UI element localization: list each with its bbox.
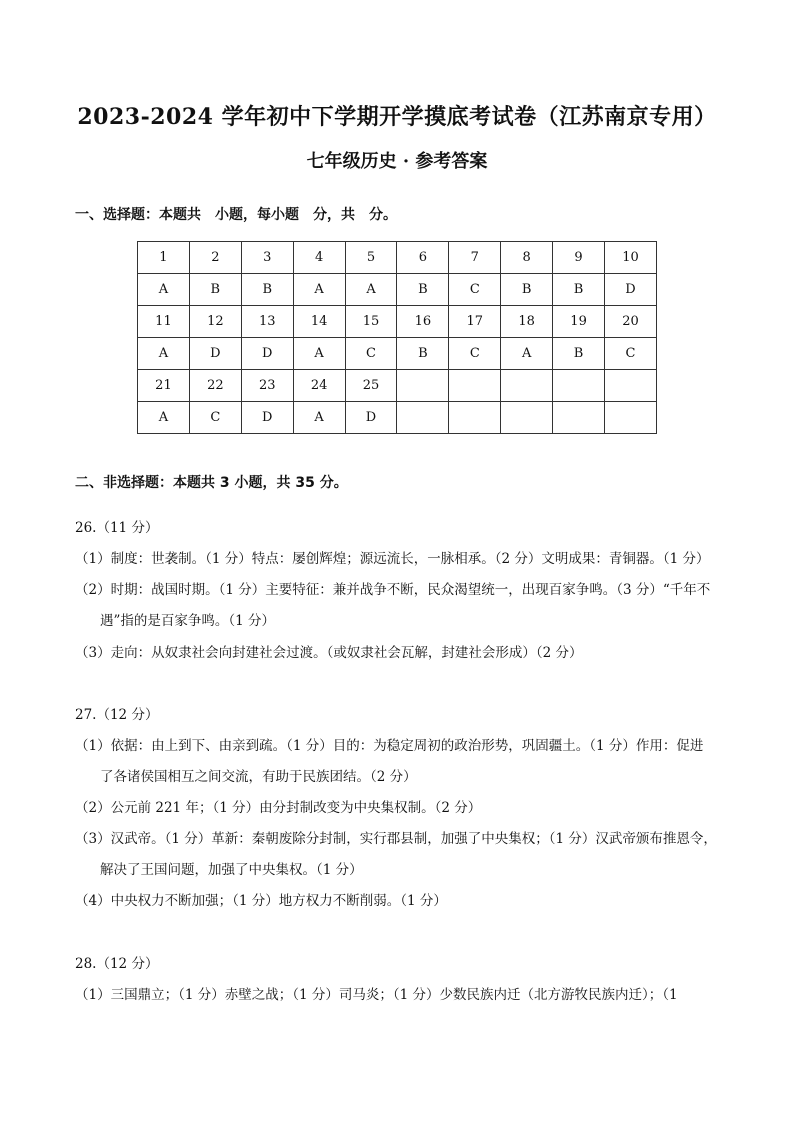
section-heading-choice: 一、选择题：本题共 小题，每小题 分，共 分。 [75, 207, 397, 223]
question-number-cell: 24 [293, 370, 345, 402]
answer-cell: A [138, 402, 190, 434]
question-number-cell: 13 [241, 306, 293, 338]
question-number-cell: 2 [189, 242, 241, 274]
answer-cell: B [553, 338, 605, 370]
page-title: 2023-2024 学年初中下学期开学摸底考试卷（江苏南京专用） [77, 104, 717, 130]
answer-row [138, 402, 657, 434]
answer-cell: C [449, 274, 501, 306]
page-subtitle: 七年级历史 · 参考答案 [306, 151, 488, 172]
question-number-row [138, 306, 657, 338]
question-number-cell: 14 [293, 306, 345, 338]
question-number-cell: 25 [345, 370, 397, 402]
answer-cell: C [605, 338, 657, 370]
answer-cell: C [449, 338, 501, 370]
question-number-cell [501, 370, 553, 402]
question-number-cell: 10 [605, 242, 657, 274]
answer-cell: A [293, 402, 345, 434]
answer-cell: A [293, 274, 345, 306]
answer-cell: B [241, 274, 293, 306]
question-number-cell: 15 [345, 306, 397, 338]
answer-cell [501, 402, 553, 434]
question-number-cell [397, 370, 449, 402]
question-28-line: （1）三国鼎立；（1 分）赤壁之战；（1 分）司马炎；（1 分）少数民族内迁（北方游牧民族内迁）；（1 [75, 987, 678, 1003]
question-number-row [138, 370, 657, 402]
question-27-line: （1）依据：由上到下、由亲到疏。（1 分）目的：为稳定周初的政治形势，巩固疆土。（1 分）作用：促进 [75, 738, 704, 754]
question-28-heading: 28.（12 分） [75, 956, 159, 972]
answer-cell: D [345, 402, 397, 434]
question-number-row [138, 242, 657, 274]
question-number-cell: 5 [345, 242, 397, 274]
question-number-cell [449, 370, 501, 402]
question-number-cell: 16 [397, 306, 449, 338]
question-number-cell: 9 [553, 242, 605, 274]
answer-cell: B [189, 274, 241, 306]
question-26-heading: 26.（11 分） [75, 520, 159, 536]
question-27-line: （4）中央权力不断加强；（1 分）地方权力不断削弱。（1 分） [75, 893, 447, 909]
answer-cell [449, 402, 501, 434]
question-number-cell: 23 [241, 370, 293, 402]
answer-cell: D [241, 402, 293, 434]
answer-cell: A [293, 338, 345, 370]
question-26-line: （2）时期：战国时期。（1 分）主要特征：兼并战争不断，民众渴望统一，出现百家争鸣。（3 分）“千年不 [75, 582, 711, 598]
answer-cell: B [397, 274, 449, 306]
question-number-cell: 22 [189, 370, 241, 402]
section-heading-nonchoice: 二、非选择题：本题共 3 小题，共 35 分。 [75, 475, 348, 491]
question-27-line: 了各诸侯国相互之间交流，有助于民族团结。（2 分） [100, 769, 417, 785]
question-number-cell [553, 370, 605, 402]
answer-cell [605, 402, 657, 434]
answer-row [138, 338, 657, 370]
answer-cell: C [189, 402, 241, 434]
question-number-cell: 11 [138, 306, 190, 338]
answer-cell: B [553, 274, 605, 306]
answer-cell: D [241, 338, 293, 370]
answer-cell: C [345, 338, 397, 370]
question-number-cell: 1 [138, 242, 190, 274]
question-number-cell: 12 [189, 306, 241, 338]
question-number-cell: 8 [501, 242, 553, 274]
question-number-cell: 7 [449, 242, 501, 274]
answer-row [138, 274, 657, 306]
answer-cell: B [397, 338, 449, 370]
answer-cell: D [605, 274, 657, 306]
question-27-heading: 27.（12 分） [75, 707, 159, 723]
question-number-cell: 3 [241, 242, 293, 274]
question-26-line: （3）走向：从奴隶社会向封建社会过渡。（或奴隶社会瓦解，封建社会形成）（2 分） [75, 645, 583, 661]
question-26-line: 遇”指的是百家争鸣。（1 分） [100, 613, 276, 629]
question-number-cell: 20 [605, 306, 657, 338]
answer-cell: B [501, 274, 553, 306]
answer-cell: A [138, 274, 190, 306]
question-27-line: （3）汉武帝。（1 分）革新：秦朝废除分封制，实行郡县制，加强了中央集权；（1 分）汉武帝颁布推恩令， [75, 831, 717, 847]
answer-cell: A [501, 338, 553, 370]
question-27-line: 解决了王国问题，加强了中央集权。（1 分） [100, 862, 363, 878]
answer-cell [553, 402, 605, 434]
question-number-cell: 19 [553, 306, 605, 338]
question-number-cell: 4 [293, 242, 345, 274]
question-27-line: （2）公元前 221 年；（1 分）由分封制改变为中央集权制。（2 分） [75, 800, 482, 816]
question-number-cell: 6 [397, 242, 449, 274]
answer-table [137, 241, 657, 434]
question-number-cell: 18 [501, 306, 553, 338]
answer-cell: D [189, 338, 241, 370]
answer-cell: A [345, 274, 397, 306]
answer-cell [397, 402, 449, 434]
question-number-cell [605, 370, 657, 402]
question-number-cell: 21 [138, 370, 190, 402]
question-number-cell: 17 [449, 306, 501, 338]
question-26-line: （1）制度：世袭制。（1 分）特点：屡创辉煌；源远流长，一脉相承。（2 分）文明成果：青铜器。（1 分） [75, 551, 710, 567]
answer-cell: A [138, 338, 190, 370]
